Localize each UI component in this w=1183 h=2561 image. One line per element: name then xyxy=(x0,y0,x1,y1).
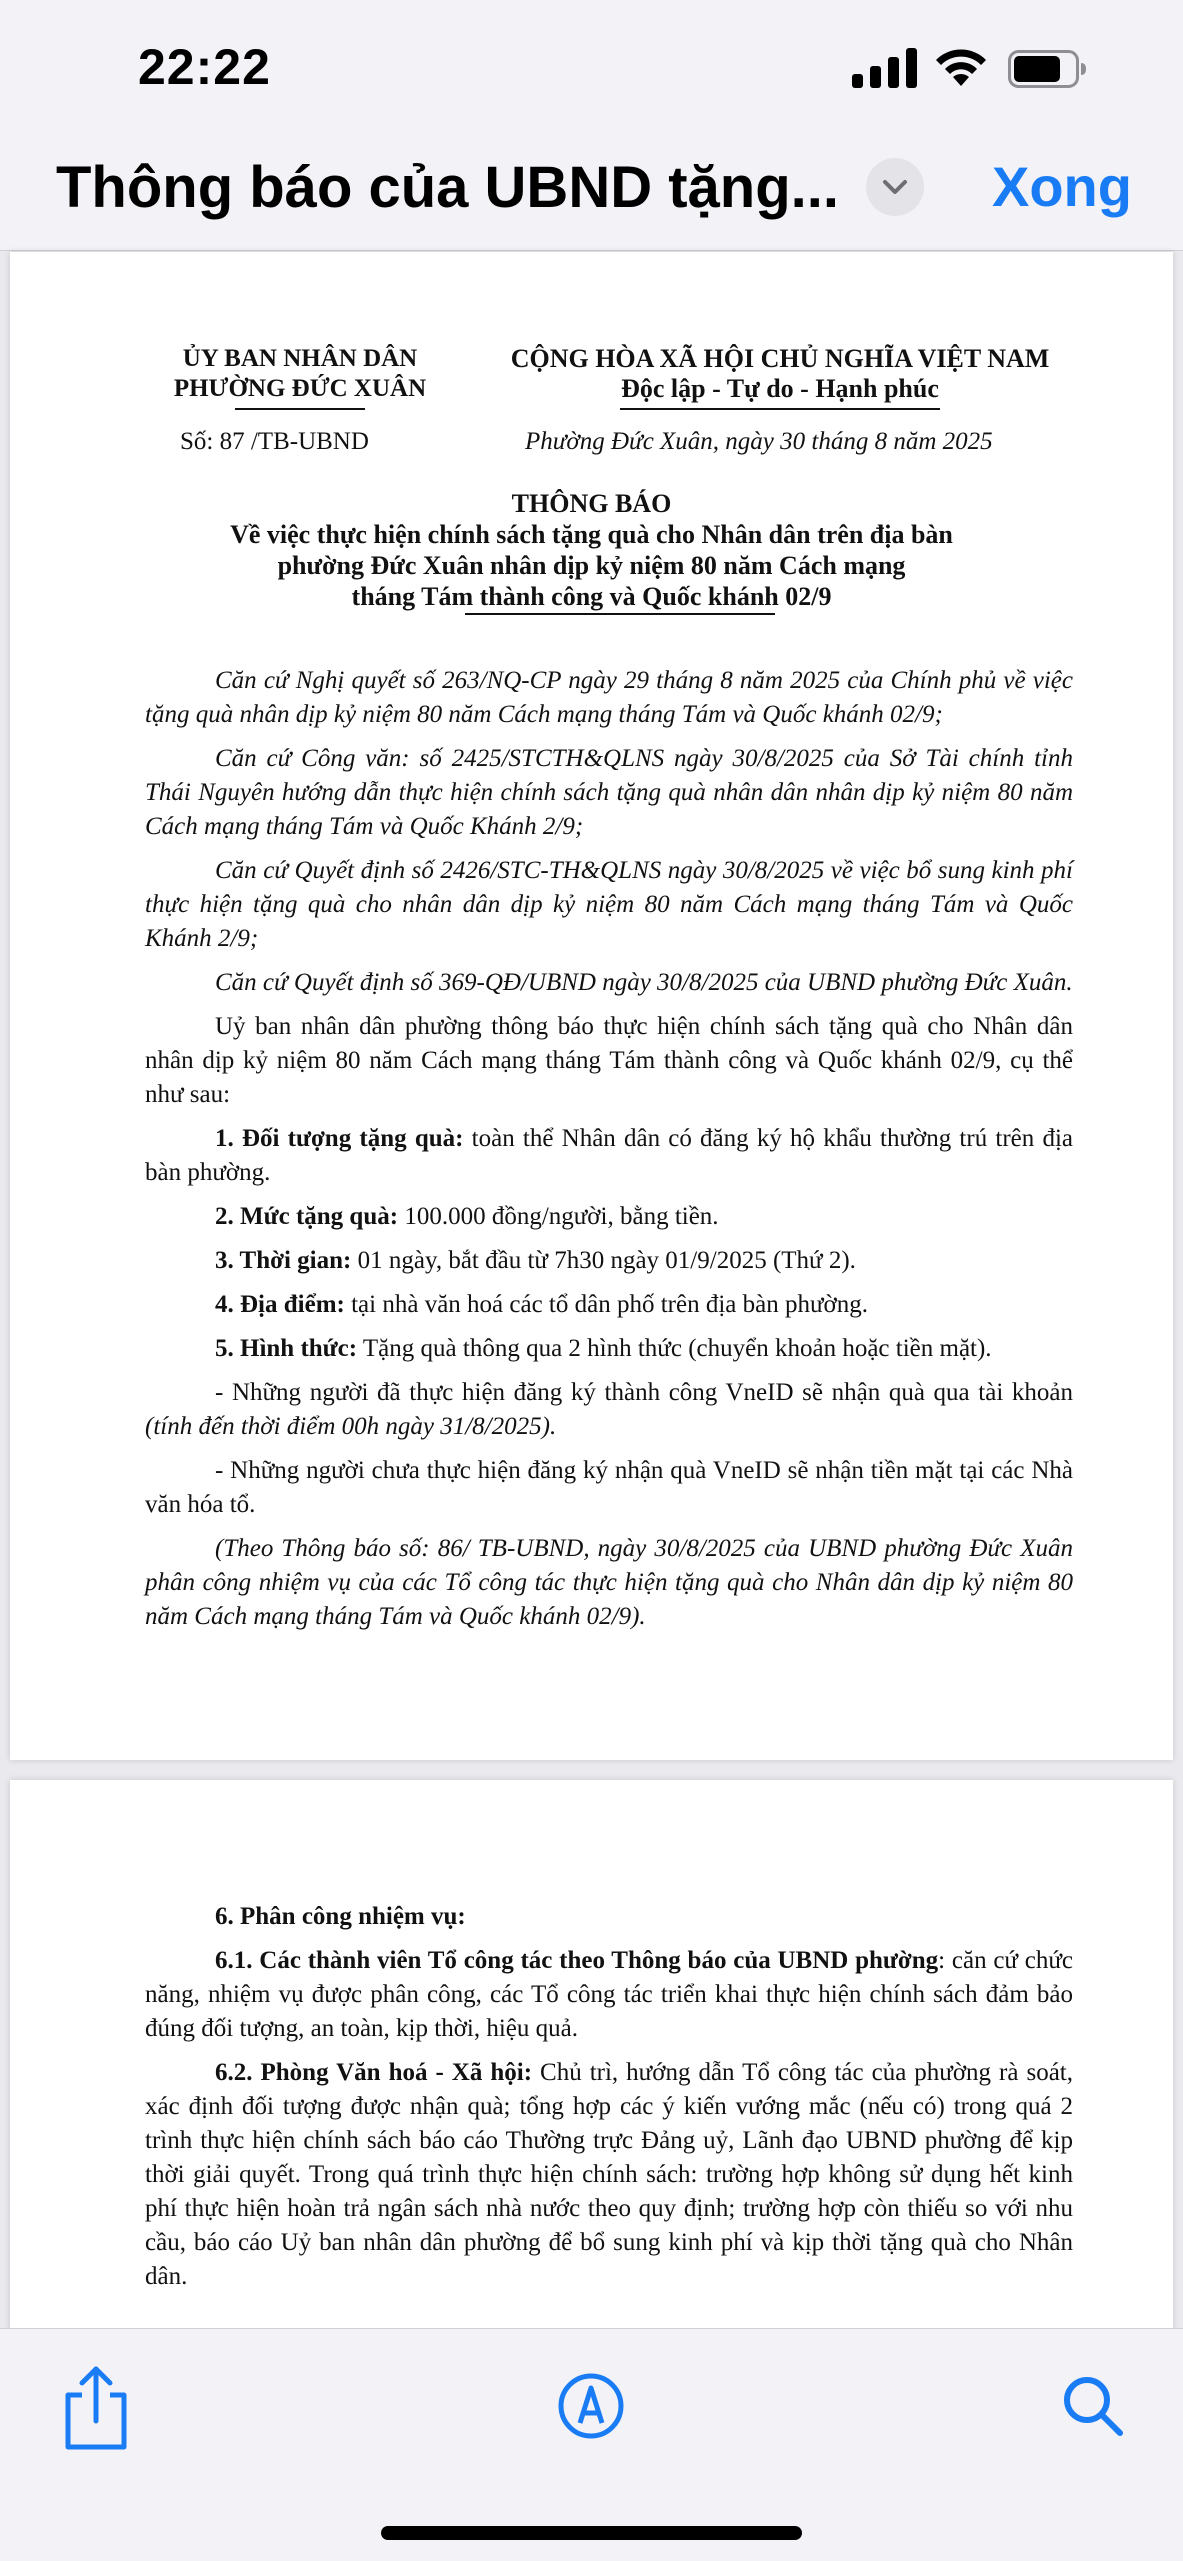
item-3-text: 01 ngày, bắt đầu từ 7h30 ngày 01/9/2025 (Thứ 2). xyxy=(351,1247,856,1274)
section-6-1 xyxy=(145,1944,1073,2046)
item-4 xyxy=(145,1288,1073,1322)
motto-underline xyxy=(620,408,940,410)
document-number: Số: 87 /TB-UBND xyxy=(180,428,369,455)
item-5-label: 5. Hình thức: xyxy=(215,1335,358,1362)
item-4-text: tại nhà văn hoá các tổ dân phố trên địa bàn phường. xyxy=(344,1291,868,1318)
item-5-text: Tặng quà thông qua 2 hình thức (chuyển khoản hoặc tiền mặt). xyxy=(357,1335,992,1362)
done-button[interactable]: Xong xyxy=(992,155,1132,218)
navigation-bar xyxy=(0,130,1183,251)
national-header xyxy=(480,344,1080,404)
issuer-line-2: PHƯỜNG ĐỨC XUÂN xyxy=(173,375,427,402)
cellular-signal-icon xyxy=(852,48,918,88)
item-5 xyxy=(145,1332,1073,1366)
section-6-2-text: Chủ trì, hướng dẫn Tổ công tác của phường rà soát, xác định đối tượng được nhận quà; tổng hợp các ý kiến vướng mắc (nếu có) trong quá 2 trình thực hiện chính sách báo cáo Thường trực Đảng uỷ, Lãnh đạo UBND phường để kịp thời giải quyết. Trong quá trình thực hiện chính sách: trường hợp không sử dụng hết kinh phí thực hiện hoàn trả ngân sách nhà nước theo quy định; trường hợp còn thiếu so với nhu cầu, báo cáo Uỷ ban nhân dân phường để bổ sung kinh phí và kịp thời tặng quà cho Nhân dân. xyxy=(145,2059,1074,2290)
item-2-text: 100.000 đồng/người, bằng tiền. xyxy=(398,1203,719,1230)
document-page-1 xyxy=(10,252,1173,1760)
issuer-underline xyxy=(235,408,365,410)
item-3-label: 3. Thời gian: xyxy=(215,1247,352,1274)
item-2 xyxy=(145,1200,1073,1234)
section-6-1-text: : căn cứ chức năng, nhiệm vụ được phân công, các Tổ công tác triển khai thực hiện chính sách đảm bảo đúng đối tượng, an toàn, kịp thời, hiệu quả. xyxy=(145,1947,1073,2042)
item-2-label: 2. Mức tặng quà: xyxy=(215,1203,399,1230)
legal-basis-2: Căn cứ Công văn: số 2425/STCTH&QLNS ngày 30/8/2025 của Sở Tài chính tỉnh Thái Nguyên hướng dẫn thực hiện chính sách tặng quà nhân dân nhân dịp kỷ niệm 80 năm Cách mạng tháng Tám và Quốc Khánh 2/9; xyxy=(145,745,1073,840)
status-time: 22:22 xyxy=(138,39,271,95)
item-1-label: 1. Đối tượng tặng quà: xyxy=(215,1125,464,1152)
battery-icon xyxy=(1008,50,1088,88)
section-6-2-label: 6.2. Phòng Văn hoá - Xã hội: xyxy=(215,2059,533,2086)
section-6-1-label: 6.1. Các thành viên Tổ công tác theo Thông báo của UBND phường xyxy=(215,1947,939,1974)
section-6-2 xyxy=(145,2056,1073,2294)
item-3 xyxy=(145,1244,1073,1278)
notice-subtitle-1: Về việc thực hiện chính sách tặng quà cho Nhân dân trên địa bàn xyxy=(230,520,953,549)
delivery-detail-1-text: - Những người đã thực hiện đăng ký thành công VneID sẽ nhận quà qua tài khoản xyxy=(215,1379,1073,1406)
notice-heading: THÔNG BÁO xyxy=(511,489,672,518)
wifi-icon xyxy=(933,44,989,88)
document-body xyxy=(145,664,1073,1644)
issuer-line-1: ỦY BAN NHÂN DÂN xyxy=(182,345,418,372)
document-title: Thông báo của UBND tặng... xyxy=(56,155,839,220)
notice-title xyxy=(110,488,1073,612)
document-date: Phường Đức Xuân, ngày 30 tháng 8 năm 2025 xyxy=(525,428,993,455)
national-motto: Độc lập - Tự do - Hạnh phúc xyxy=(621,374,939,403)
search-icon[interactable] xyxy=(1060,2373,1126,2439)
section-6-label: 6. Phân công nhiệm vụ: xyxy=(215,1903,466,1930)
home-indicator[interactable] xyxy=(381,2526,802,2540)
item-1-text: toàn thể Nhân dân có đăng ký hộ khẩu thường trú trên địa bàn phường. xyxy=(145,1125,1074,1186)
issuer-header xyxy=(150,344,450,404)
legal-basis-3: Căn cứ Quyết định số 2426/STC-TH&QLNS ngày 30/8/2025 về việc bổ sung kinh phí thực hiện tặng quà cho nhân dân dịp kỷ niệm 80 năm Cách mạng tháng Tám và Quốc Khánh 2/9; xyxy=(145,857,1073,952)
chevron-down-icon xyxy=(866,158,924,216)
section-6-heading xyxy=(145,1900,1073,1934)
delivery-detail-2: - Những người chưa thực hiện đăng ký nhận quà VneID sẽ nhận tiền mặt tại các Nhà văn hóa tổ. xyxy=(145,1457,1073,1518)
legal-basis-1: Căn cứ Nghị quyết số 263/NQ-CP ngày 29 tháng 8 năm 2025 của Chính phủ về việc tặng quà nhân dịp kỷ niệm 80 năm Cách mạng tháng Tám và Quốc khánh 02/9; xyxy=(145,667,1073,728)
document-body-2 xyxy=(145,1900,1073,2304)
delivery-detail-1 xyxy=(145,1376,1073,1444)
notice-subtitle-3: tháng Tám thành công và Quốc khánh 02/9 xyxy=(351,582,832,611)
intro-paragraph: Uỷ ban nhân dân phường thông báo thực hiện chính sách tặng quà cho Nhân dân nhân dịp kỷ niệm 80 năm Cách mạng tháng Tám thành công và Quốc khánh 02/9, cụ thể như sau: xyxy=(145,1013,1073,1108)
title-underline xyxy=(465,613,775,615)
reference-note: (Theo Thông báo số: 86/ TB-UBND, ngày 30/8/2025 của UBND phường Đức Xuân phân công nhiệm vụ của các Tổ công tác thực hiện tặng quà cho Nhân dân dịp kỷ niệm 80 năm Cách mạng tháng Tám và Quốc khánh 02/9). xyxy=(145,1535,1073,1630)
national-line-1: CỘNG HÒA XÃ HỘI CHỦ NGHĨA VIỆT NAM xyxy=(510,344,1050,373)
item-4-label: 4. Địa điểm: xyxy=(215,1291,345,1318)
title-menu-button[interactable] xyxy=(866,158,924,216)
notice-subtitle-2: phường Đức Xuân nhân dịp kỷ niệm 80 năm Cách mạng xyxy=(277,551,906,580)
legal-basis-4: Căn cứ Quyết định số 369-QĐ/UBND ngày 30/8/2025 của UBND phường Đức Xuân. xyxy=(215,969,1073,996)
markup-icon[interactable] xyxy=(558,2373,624,2439)
delivery-detail-1-note: (tính đến thời điểm 00h ngày 31/8/2025). xyxy=(145,1413,557,1440)
share-icon[interactable] xyxy=(60,2363,132,2453)
item-1 xyxy=(145,1122,1073,1190)
status-bar xyxy=(0,0,1183,130)
